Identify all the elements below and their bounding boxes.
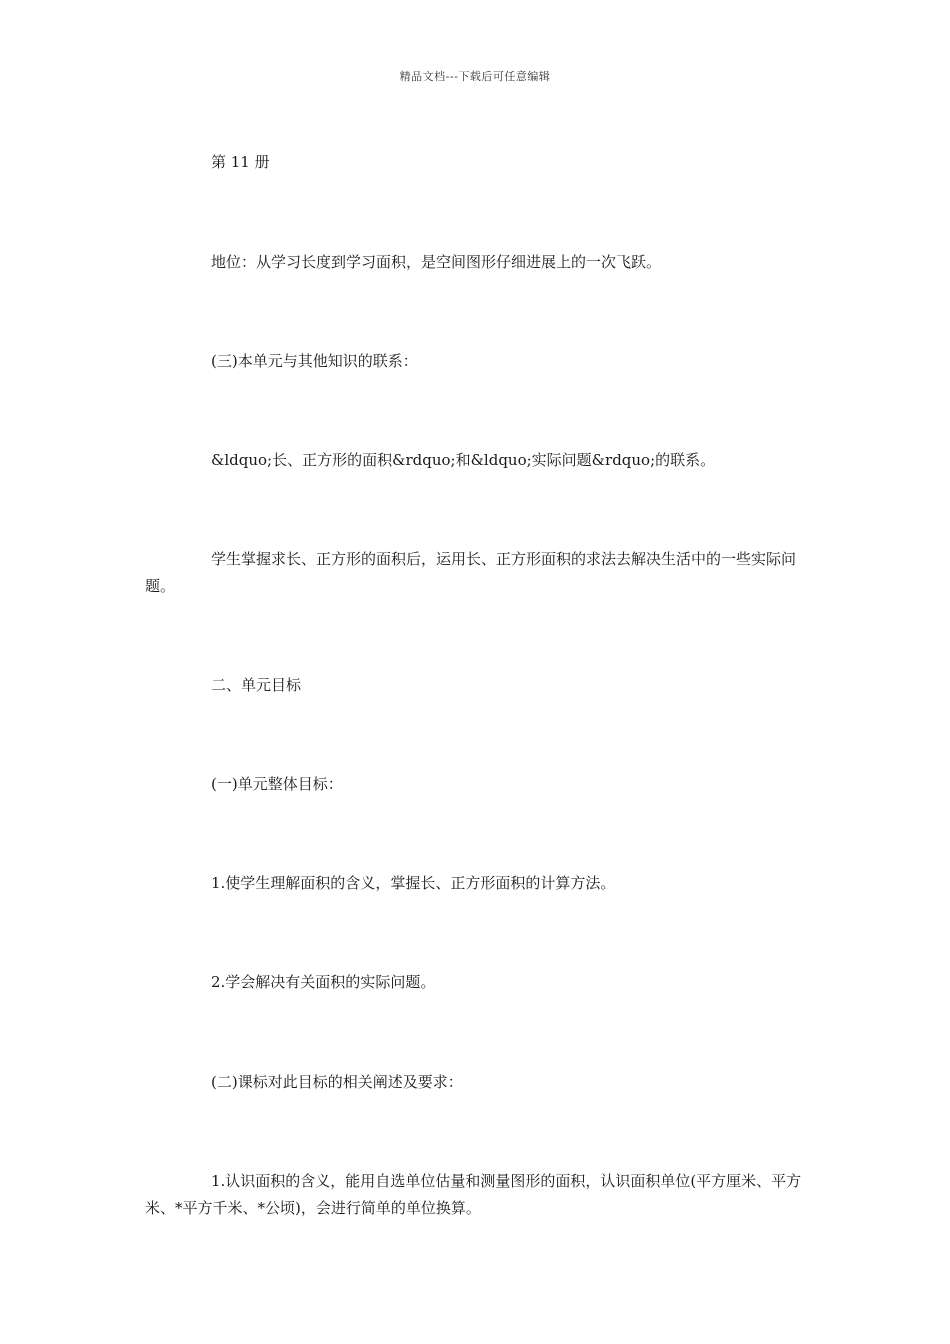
- subheading-overall-goals: (一)单元整体目标：: [211, 775, 343, 793]
- page-header: 精品文档---下载后可任意编辑: [399, 70, 551, 83]
- relations-paragraph: &ldquo;长、正方形的面积&rdquo;和&ldquo;实际问题&rdquo;的联系。: [211, 451, 716, 469]
- subheading-curriculum-standards: (二)课标对此目标的相关阐述及要求：: [211, 1073, 463, 1091]
- section-heading-unit-goals: 二、单元目标: [211, 676, 302, 694]
- standard-item-1: 1.认识面积的含义，能用自选单位估量和测量图形的面积，认识面积单位(平方厘米、平方米、*平方千米、*公顷)，会进行简单的单位换算。: [145, 1172, 802, 1217]
- goal-item-2: 2.学会解决有关面积的实际问题。: [211, 973, 436, 991]
- goal-item-1: 1.使学生理解面积的含义，掌握长、正方形面积的计算方法。: [211, 874, 616, 892]
- position-paragraph: 地位：从学习长度到学习面积，是空间图形仔细进展上的一次飞跃。: [211, 253, 662, 271]
- volume-label: 第 11 册: [211, 153, 270, 171]
- section-heading-relations: (三)本单元与其他知识的联系：: [211, 352, 418, 370]
- application-paragraph: 学生掌握求长、正方形的面积后，运用长、正方形面积的求法去解决生活中的一些实际问题。: [145, 550, 797, 595]
